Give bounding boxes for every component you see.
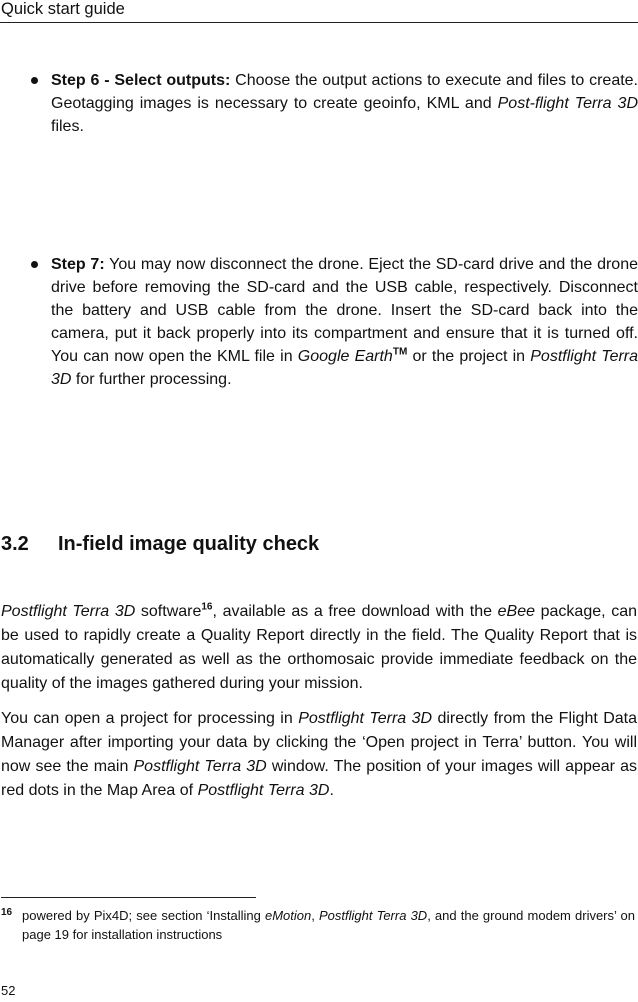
- step-6-label: Step 6 - Select outputs:: [51, 72, 231, 89]
- footnote-reference[interactable]: 16: [201, 601, 213, 613]
- footnote-text: powered by Pix4D; see section ‘Installing eMotion, Postflight Terra 3D, and the ground modem drivers’ on page 19 for installation instructions: [22, 908, 636, 942]
- section-number: 3.2: [1, 533, 29, 555]
- footnote-mark: 16: [1, 907, 13, 918]
- bullet-icon: [31, 261, 38, 268]
- step-6-text: Step 6 - Select outputs: Choose the output actions to execute and files to create. Geotagging images is necessary to create geoinfo, KML and Post-flight Terra 3D files.: [51, 72, 638, 135]
- trademark-superscript: TM: [392, 346, 408, 358]
- paragraph-open-project: You can open a project for processing in Postflight Terra 3D directly from the Flight Data Manager after importing your data by clicking the ‘Open project in Terra’ button. You will now see the main Postflight Terra 3D window. The position of your images will appear as red dots in the Map Area of Postflight Terra 3D.: [1, 710, 638, 799]
- section-title: In-field image quality check: [58, 533, 320, 555]
- step-6-item: [28, 69, 638, 138]
- section-heading: [1, 531, 631, 557]
- step-7-item: [28, 253, 638, 391]
- footnote-divider: [1, 897, 256, 898]
- paragraph-quality-report: Postflight Terra 3D software$^{16}$, available as a free download with the eBee package, can be used to rapidly create a Quality Report directly in the field. The Quality Report that is automatically generated as well as the orthomosaic provide immediate feedback on the quality of the images gathered during your mission.: [1, 601, 637, 692]
- running-header: [0, 0, 638, 23]
- footnote: [1, 906, 635, 944]
- bullet-icon: [31, 77, 38, 84]
- step-7-label: Step 7:: [51, 256, 105, 273]
- step-7-text: Step 7: You may now disconnect the drone. Eject the SD-card drive and the drone drive before removing the SD-card and the USB cable, respectively. Disconnect the battery and USB cable from the drone. Insert the SD-card back into the camera, put it back properly into its compartment and ensure that it is turned off. You can now open the KML file in Google Earth™ or the project in Postflight Terra 3D for further processing.: [51, 256, 638, 388]
- running-title: Quick start guide: [1, 0, 125, 18]
- page-number: 52: [1, 983, 16, 998]
